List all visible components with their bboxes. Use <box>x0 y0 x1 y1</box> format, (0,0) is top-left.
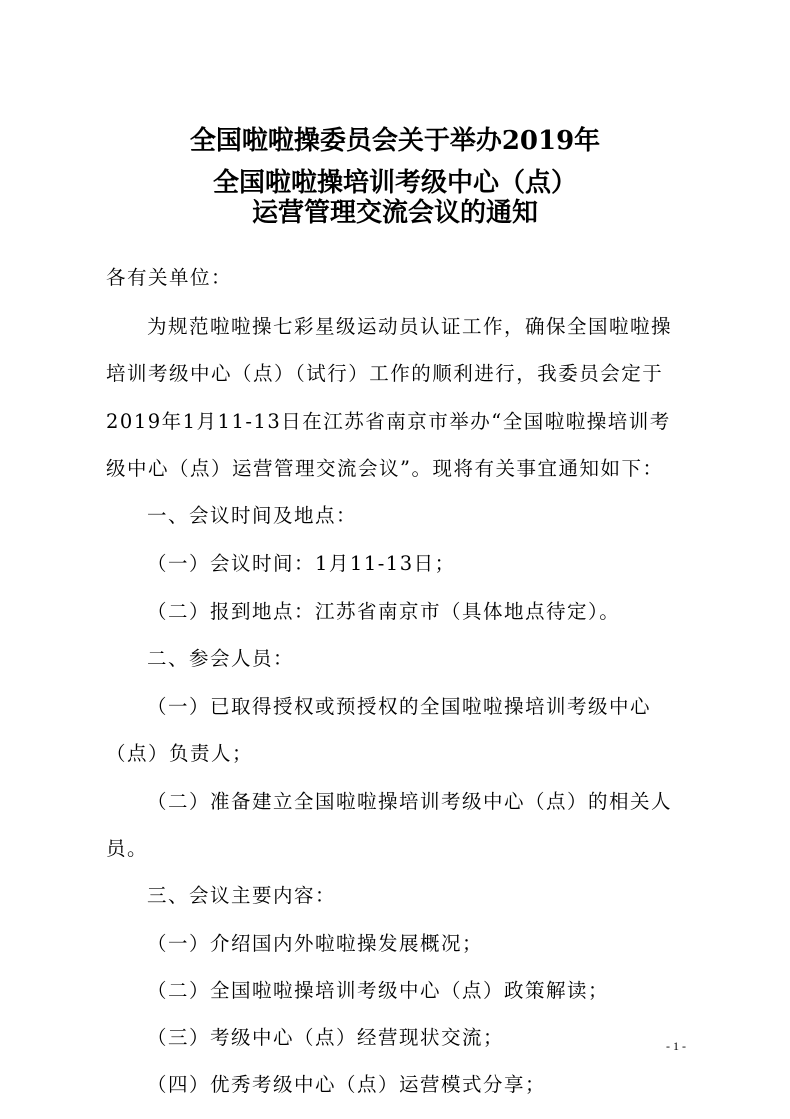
body-line: （一）会议时间：1月11-13日； <box>147 552 456 575</box>
body-line: 级中心（点）运营管理交流会议”。现将有关事宜通知如下： <box>106 457 664 480</box>
title-line-3: 运营管理交流会议的通知 <box>251 198 538 228</box>
body-line: （一）已取得授权或预授权的全国啦啦操培训考级中心 <box>147 695 652 718</box>
page-number: - 1 - <box>666 1039 686 1053</box>
body-line: （点）负责人； <box>106 742 254 765</box>
section-heading: 一、会议时间及地点： <box>147 504 358 527</box>
body-line: （四）优秀考级中心（点）运营模式分享； <box>147 1073 547 1096</box>
body-line: （三）考级中心（点）经营现状交流； <box>147 1026 505 1049</box>
section-heading: 二、参会人员： <box>147 647 295 670</box>
title-line-1: 全国啦啦操委员会关于举办2019年 <box>189 126 601 156</box>
body-line: 2019年1月11-13日在江苏省南京市举办“全国啦啦操培训考 <box>106 410 671 433</box>
body-line: 员。 <box>106 837 149 860</box>
body-line: （一）介绍国内外啦啦操发展概况； <box>147 932 484 955</box>
body-line: （二）准备建立全国啦啦操培训考级中心（点）的相关人 <box>147 790 673 813</box>
body-line: （二）报到地点：江苏省南京市（具体地点待定）。 <box>147 600 621 623</box>
body-line: 培训考级中心（点）（试行）工作的顺利进行，我委员会定于 <box>106 362 664 385</box>
title-line-2: 全国啦啦操培训考级中心（点） <box>212 168 577 198</box>
body-line: （二）全国啦啦操培训考级中心（点）政策解读； <box>147 979 610 1002</box>
section-heading: 三、会议主要内容： <box>147 884 337 907</box>
salutation: 各有关单位： <box>106 266 233 289</box>
body-line: 为规范啦啦操七彩星级运动员认证工作，确保全国啦啦操 <box>147 315 673 338</box>
